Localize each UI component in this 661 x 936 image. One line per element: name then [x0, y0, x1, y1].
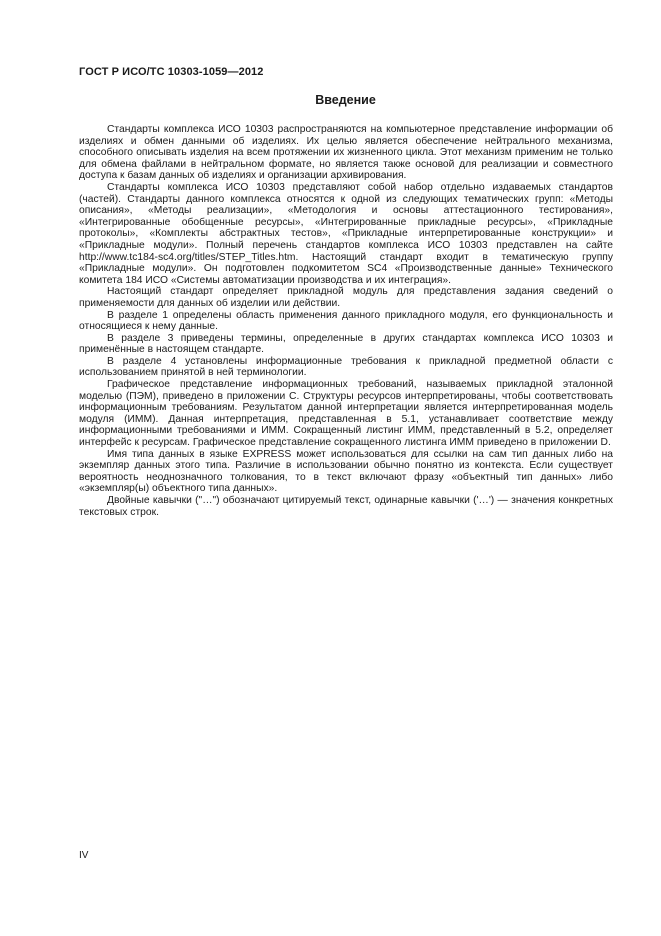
paragraph: Настоящий стандарт определяет прикладной модуль для представления задания сведений о применяемости для данных об изделии или действии.	[79, 286, 613, 309]
paragraph: Двойные кавычки ("…") обозначают цитируемый текст, одинарные кавычки ('…') — значения конкретных текстовых строк.	[79, 495, 613, 518]
paragraph: В разделе 3 приведены термины, определенные в других стандартах комплекса ИСО 10303 и применённые в настоящем стандарте.	[79, 332, 613, 356]
paragraph: В разделе 1 определены область применения данного прикладного модуля, его функциональность и относящиеся к нему данные.	[79, 309, 613, 333]
introduction-body	[79, 124, 613, 518]
paragraph: В разделе 4 установлены информационные требования к прикладной предметной области с использованием принятой в ней терминологии.	[79, 355, 613, 379]
paragraph: Имя типа данных в языке EXPRESS может использоваться для ссылки на сам тип данных либо на экземпляр данных этого типа. Различие в использовании обычно понятно из контекста. Если существует вероятность неоднозначного толкования, то в текст включают фразу «объектный тип данных» либо «экземпляр(ы) объектного типа данных».	[79, 448, 613, 495]
paragraph: Графическое представление информационных требований, называемых прикладной эталонной моделью (ПЭМ), приведено в приложении С. Структуры ресурсов интерпретированы, чтобы соответствовать информационным требованиям. Результатом данной интерпретации является интерпретированная модель модуля (ИММ). Данная интерпретация, представленная в 5.1, устанавливает соответствие между информационными требованиями и ИММ. Сокращенный листинг ИММ, представленный в 5.2, определяет интерфейс к ресурсам. Графическое представление сокращенного листинга ИММ приведено в приложении D.	[79, 379, 613, 449]
paragraph: Стандарты комплекса ИСО 10303 представляют собой набор отдельно издаваемых стандартов (частей). Стандарты данного комплекса относятся к одной из следующих тематических групп: «Методы описания», «Методы реализации», «Методология и основы аттестационного тестирования», «Интегрированные обобщенные ресурсы», «Интегрированные прикладные ресурсы», «Прикладные протоколы», «Комплекты абстрактных тестов», «Прикладные интерпретированные конструкции» и «Прикладные модули». Полный перечень стандартов комплекса ИСО 10303 представлен на сайте http://www.tc184-sc4.org/titles/STEP_Titles.htm. Настоящий стандарт входит в тематическую группу «Прикладные модули». Он подготовлен подкомитетом SC4 «Производственные данные» Технического комитета 184 ИСО «Системы автоматизации производства и их интеграция».	[79, 181, 613, 286]
document-code-header: ГОСТ Р ИСО/ТС 10303-1059—2012	[79, 66, 264, 78]
section-title: Введение	[315, 93, 376, 107]
paragraph: Стандарты комплекса ИСО 10303 распространяются на компьютерное представление информации об изделиях и обмен данными об изделиях. Их целью является обеспечение нейтрального механизма, способного описывать изделия на всем протяжении их жизненного цикла. Этот механизм применим не только для обмена файлами в нейтральном формате, но является также основой для реализации и совместного доступа к базам данных об изделиях и организации архивирования.	[79, 124, 613, 182]
page-number: IV	[79, 850, 89, 861]
